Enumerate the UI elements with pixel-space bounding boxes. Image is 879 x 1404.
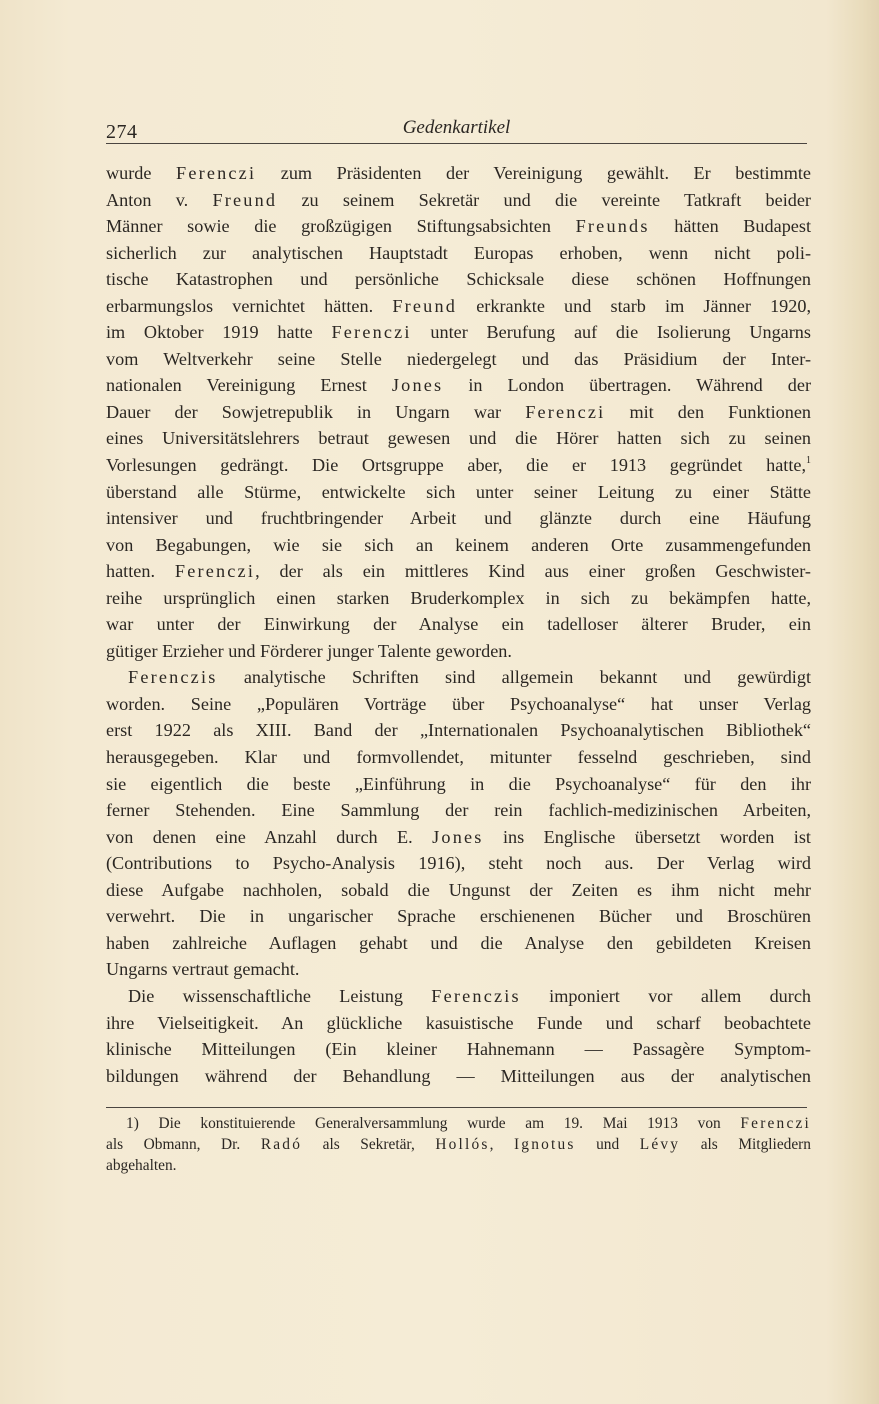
text-line: Ungarns vertraut gemacht.	[106, 959, 300, 980]
text-line: ferner Stehenden. Eine Sammlung der rein fachlich-medizinischen Arbeiten,	[106, 800, 811, 821]
text-line: sicherlich zur analytischen Hauptstadt Europas erhoben, wenn nicht poli-	[106, 242, 811, 263]
footnote-line: als Obmann, Dr. Radó als Sekretär, Hollós, Ignotus und Lévy als Mitgliedern	[106, 1136, 811, 1153]
text-line: (Contributions to Psycho-Analysis 1916), steht noch aus. Der Verlag wird	[106, 853, 811, 874]
text-line: sie eigentlich die beste „Einführung in die Psychoanalyse“ für den ihr	[106, 773, 811, 794]
spaced-name: Jones	[432, 826, 484, 847]
text-line: ihre Vielseitigkeit. An glückliche kasuistische Funde und scharf beobachtete	[106, 1012, 811, 1033]
footnote	[106, 1113, 811, 1176]
spaced-name: Jones	[391, 375, 444, 396]
text-line: wurde Ferenczi zum Präsidenten der Vereinigung gewählt. Er bestimmte	[106, 163, 812, 183]
running-head	[106, 117, 807, 144]
text-line: bildungen während der Behandlung — Mitteilungen aus der analytischen	[106, 1065, 811, 1086]
text-line: überstand alle Stürme, entwickelte sich unter seiner Leitung zu einer Stätte	[106, 481, 811, 502]
text-line: diese Aufgabe nachholen, sobald die Ungunst der Zeiten es ihm nicht mehr	[106, 879, 811, 900]
text-line: gütiger Erzieher und Förderer junger Talente geworden.	[106, 640, 512, 661]
footnote-marker: 1	[806, 455, 811, 467]
text-line: Ferenczis analytische Schriften sind allgemein bekannt und gewürdigt	[128, 667, 811, 688]
text-line: tische Katastrophen und persönliche Schicksale diese schönen Hoffnungen	[106, 269, 811, 290]
spaced-name: Ferenczis	[431, 985, 521, 1006]
spaced-name: Lévy	[639, 1136, 681, 1153]
text-line: hatten. Ferenczi, der als ein mittleres Kind aus einer großen Geschwister-	[106, 561, 811, 582]
text-line: eines Universitätslehrers betraut gewesen und die Hörer hatten sich zu seinen	[106, 428, 811, 449]
spaced-name: Ferenczi	[174, 561, 256, 582]
text-line: vom Weltverkehr seine Stelle niedergelegt und das Präsidium der Inter-	[106, 348, 811, 369]
spaced-name: Freunds	[575, 216, 650, 237]
text-line: intensiver und fruchtbringender Arbeit und glänzte durch eine Häufung	[106, 508, 811, 529]
text-line: von denen eine Anzahl durch E. Jones ins Englische übersetzt worden ist	[106, 826, 811, 847]
footnote-rule	[106, 1107, 807, 1108]
text-line: erst 1922 als XIII. Band der „Internationalen Psychoanalytischen Bibliothek“	[106, 720, 811, 741]
text-line: verwehrt. Die in ungarischer Sprache erschienenen Bücher und Broschüren	[106, 906, 811, 927]
text-line: im Oktober 1919 hatte Ferenczi unter Berufung auf die Isolierung Ungarns	[106, 322, 811, 343]
spaced-name: Radó	[260, 1136, 303, 1153]
text-line: Vorlesungen gedrängt. Die Ortsgruppe aber, die er 1913 gegründet hatte,$^1$	[106, 455, 811, 476]
text-line: reihe ursprünglich einen starken Bruderkomplex in sich zu bekämpfen hatte,	[106, 587, 811, 608]
text-line: Anton v. Freund zu seinem Sekretär und die vereinte Tatkraft beider	[106, 189, 811, 210]
spaced-name: Ferenczi	[740, 1115, 811, 1132]
spaced-name: Hollós	[435, 1136, 490, 1153]
page-number: 274	[106, 121, 138, 143]
spaced-name: Ferenczi	[176, 163, 257, 183]
text-line: Dauer der Sowjetrepublik in Ungarn war Ferenczi mit den Funktionen	[106, 401, 811, 422]
body-text	[106, 160, 811, 1089]
text-line: erbarmungslos vernichtet hätten. Freund erkrankte und starb im Jänner 1920,	[106, 295, 811, 316]
footnote-line: abgehalten.	[106, 1157, 177, 1174]
footnote-line: 1) Die konstituierende Generalversammlung wurde am 19. Mai 1913 von Ferenczi	[126, 1115, 811, 1132]
spaced-name: Ferenczi	[525, 401, 606, 422]
text-line: war unter der Einwirkung der Analyse ein tadelloser älterer Bruder, ein	[106, 614, 811, 635]
text-line: klinische Mitteilungen (Ein kleiner Hahnemann — Passagère Symptom-	[106, 1039, 811, 1060]
text-line: Die wissenschaftliche Leistung Ferenczis imponiert vor allem durch	[128, 985, 811, 1006]
running-title: Gedenkartikel	[402, 117, 511, 138]
spaced-name: Freund	[392, 295, 458, 316]
spaced-name: Freund	[212, 189, 278, 210]
spaced-name: Ferenczis	[128, 667, 218, 688]
text-line: worden. Seine „Populären Vorträge über Psychoanalyse“ hat unser Verlag	[106, 693, 811, 714]
text-line: Männer sowie die großzügigen Stiftungsabsichten Freunds hätten Budapest	[106, 216, 811, 237]
text-line: von Begabungen, wie sie sich an keinem anderen Orte zusammengefunden	[106, 534, 811, 555]
spaced-name: Ferenczi	[331, 322, 412, 343]
spaced-name: Ignotus	[513, 1136, 576, 1153]
text-line: haben zahlreiche Auflagen gehabt und die Analyse den gebildeten Kreisen	[106, 932, 811, 953]
text-line: herausgegeben. Klar und formvollendet, mitunter fesselnd geschrieben, sind	[106, 747, 811, 768]
text-line: nationalen Vereinigung Ernest Jones in London übertragen. Während der	[106, 375, 812, 396]
